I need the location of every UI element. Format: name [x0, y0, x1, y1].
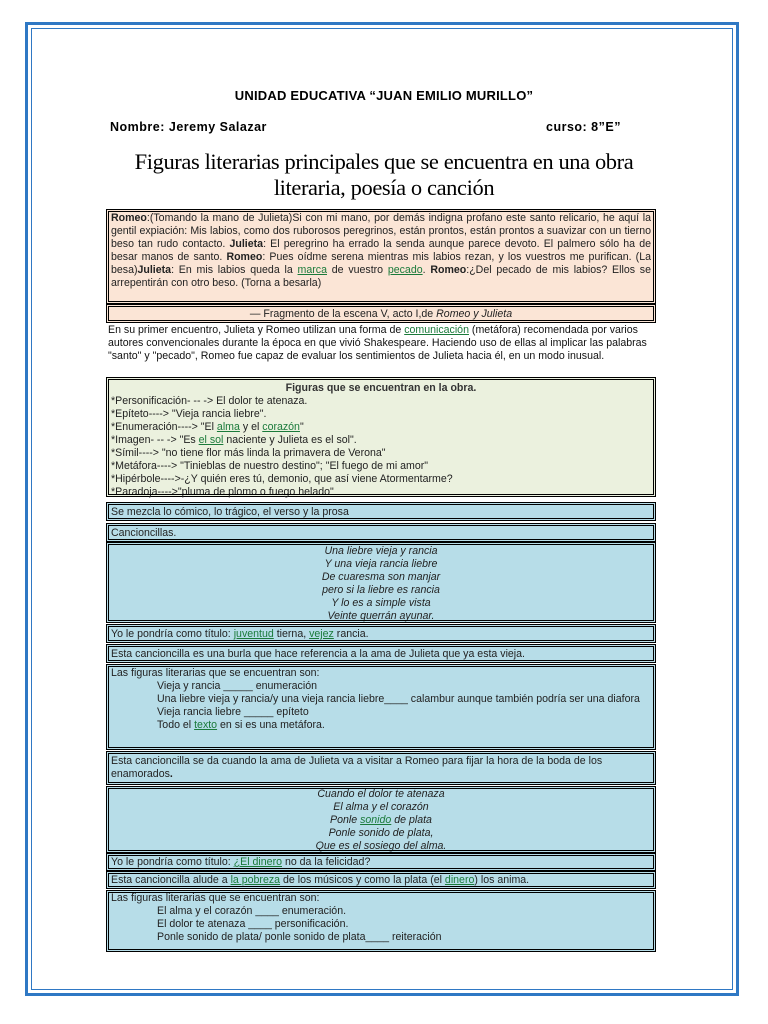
- link-alma[interactable]: alma: [216, 421, 240, 433]
- poem-1-box: [106, 542, 656, 623]
- poem-line: De cuaresma son manjar: [321, 571, 441, 583]
- ama-box: [106, 751, 656, 785]
- poem-line: Ponle sonido de plata,: [328, 827, 434, 839]
- figures-heading: Figuras que se encuentran en la obra.: [285, 382, 477, 394]
- title-2-box: Yo le pondría como título: ¿El dinero no da la felicidad?: [106, 853, 656, 871]
- figures-1-line: Todo el texto en si es una metáfora.: [157, 719, 325, 731]
- ama-text: Esta cancioncilla se da cuando la ama de Julieta va a visitar a Romeo para fijar la hora de la boda de los enamorados: [111, 755, 603, 780]
- cancioncillas-label: Cancioncillas.: [111, 527, 177, 539]
- poem-line: Que es el sosiego del alma.: [315, 840, 447, 852]
- link-el-dinero[interactable]: ¿El dinero: [233, 856, 282, 868]
- figures-1-line: Vieja rancia liebre _____ epíteto: [157, 706, 309, 718]
- poem-line: Y lo es a simple vista: [331, 597, 431, 609]
- page-title: Figuras literarias principales que se encuentra en una obra literaria, poesía o canción: [134, 149, 634, 200]
- link-corazon[interactable]: corazón: [262, 421, 300, 433]
- figure-line: *Imagen- -- -> "Es el sol naciente y Julieta es el sol".: [111, 434, 357, 446]
- figure-line: *Epíteto----> "Vieja rancia liebre".: [111, 408, 267, 420]
- poem-line: pero si la liebre es rancia: [322, 584, 440, 596]
- figures-2-line: Ponle sonido de plata/ ponle sonido de plata____ reiteración: [157, 931, 442, 943]
- poem-line: Cuando el dolor te atenaza: [317, 788, 445, 800]
- figure-line: *Paradoja---->"pluma de plomo o fuego helado": [111, 486, 334, 498]
- figure-line: *Personificación- -- -> El dolor te atenaza.: [111, 395, 308, 407]
- dialogue-line: :¿Del pecado de mis labios? Ellos se arrepentirán con otro beso. (Torna a besarla): [111, 264, 651, 289]
- ama-end: .: [169, 768, 173, 780]
- figures-1-line: Una liebre vieja y rancia/y una vieja rancia liebre____ calambur aunque también podría ser una diafora: [157, 693, 640, 705]
- analysis-paragraph: [108, 324, 660, 363]
- dialogue-line: : Pues oídme serena mientras mis labios rezan, y los vuestros me purifican. (La besa): [111, 251, 651, 276]
- poem-line: Una liebre vieja y rancia: [324, 545, 438, 557]
- student-name: Nombre: Jeremy Salazar: [110, 120, 267, 134]
- speaker-julieta: Julieta: [137, 264, 172, 276]
- burla-box: [106, 644, 656, 663]
- mix-text: Se mezcla lo cómico, lo trágico, el verso y la prosa: [111, 506, 349, 518]
- link-la-pobreza[interactable]: la pobreza: [230, 874, 281, 886]
- poem-line: El alma y el corazón: [333, 801, 429, 813]
- dialogue-line: :(Tomando la mano de Julieta)Si con mi mano, por demás indigna profano este santo relicario, he aquí la gentil expiación: Mis labios, como dos ruborosos peregrinos, están prontos, están prontos a suavizar con un tierno beso tan rudo contacto.: [111, 212, 651, 250]
- link-dinero[interactable]: dinero: [444, 874, 475, 886]
- attribution-box: [106, 304, 656, 323]
- poem-2-box: [106, 786, 656, 853]
- work-title: Romeo y Julieta: [436, 308, 513, 320]
- speaker-romeo: Romeo: [226, 251, 263, 263]
- figures-2-line: El dolor te atenaza ____ personificación.: [157, 918, 349, 930]
- title-1-box: Yo le pondría como título: juventud tierna, vejez rancia.: [106, 624, 656, 643]
- poem-line: Veinte querrán ayunar.: [327, 610, 435, 622]
- figures-1-heading: Las figuras literarias que se encuentran son:: [111, 667, 320, 679]
- speaker-romeo: Romeo: [430, 264, 467, 276]
- figures-1-box: [106, 664, 656, 750]
- speaker-julieta: Julieta: [229, 238, 264, 250]
- link-sonido[interactable]: sonido: [360, 814, 392, 826]
- figures-2-box: [106, 890, 656, 952]
- dialogue-line: : En mis labios queda la: [171, 264, 298, 276]
- link-marca[interactable]: marca: [297, 264, 327, 276]
- dialogue-box: [106, 209, 656, 304]
- link-juventud[interactable]: juventud: [233, 628, 274, 640]
- pobreza-box: Esta cancioncilla alude a la pobreza de los músicos y como la plata (el dinero) los anima.: [106, 871, 656, 889]
- analysis-text: (metáfora) recomendada por varios autores convencionales durante la época en que vivió Shakespeare. Haciendo uso de ellas al implicar las palabras "santo" y "pecado", Romeo fue capaz de evaluar los sentimientos de Julieta hacia él, en un modo inusual.: [108, 324, 647, 362]
- figures-1-line: Vieja y rancia _____ enumeración: [157, 680, 317, 692]
- figures-2-line: El alma y el corazón ____ enumeración.: [157, 905, 347, 917]
- poem-line: Ponle sonido de plata: [330, 814, 432, 826]
- mix-box: [106, 502, 656, 521]
- dialogue-line: : El peregrino ha errado la senda aunque parece devoto. El palmero sólo ha de besar manos de santo.: [111, 238, 651, 263]
- cancioncillas-box: [106, 523, 656, 542]
- school-name: UNIDAD EDUCATIVA “JUAN EMILIO MURILLO”: [234, 88, 534, 103]
- figures-2-heading: Las figuras literarias que se encuentran son:: [111, 892, 320, 904]
- link-pecado[interactable]: pecado: [387, 264, 423, 276]
- link-el-sol[interactable]: el sol: [198, 434, 224, 446]
- figure-line: *Hipérbole---->-¿Y quién eres tú, demonio, que así viene Atormentarme?: [111, 473, 453, 485]
- figure-line: *Símil----> "no tiene flor más linda la primavera de Verona": [111, 447, 386, 459]
- dialogue-line: .: [422, 264, 431, 276]
- link-comunicacion[interactable]: comunicación: [404, 324, 469, 336]
- burla-text: Esta cancioncilla es una burla que hace referencia a la ama de Julieta que ya esta vieja.: [111, 648, 525, 660]
- title-2-text: Yo le pondría como título:: [111, 856, 234, 868]
- attribution-text: — Fragmento de la escena V, acto I,de: [249, 308, 437, 320]
- figures-box: [106, 377, 656, 497]
- link-vejez[interactable]: vejez: [309, 628, 334, 640]
- figure-line: *Metáfora----> "Tinieblas de nuestro destino"; "El fuego de mi amor": [111, 460, 429, 472]
- speaker-romeo: Romeo: [111, 212, 147, 224]
- course-label: curso: 8”E”: [546, 120, 621, 134]
- poem-line: Y una vieja rancia liebre: [324, 558, 438, 570]
- pobreza-text: Esta cancioncilla alude a: [111, 874, 231, 886]
- dialogue-line: de vuestro: [326, 264, 388, 276]
- figure-line: *Enumeración----> "El alma y el corazón": [111, 421, 304, 433]
- analysis-text: En su primer encuentro, Julieta y Romeo utilizan una forma de: [108, 324, 405, 336]
- title-1-text: Yo le pondría como título:: [111, 628, 234, 640]
- link-texto[interactable]: texto: [194, 719, 218, 731]
